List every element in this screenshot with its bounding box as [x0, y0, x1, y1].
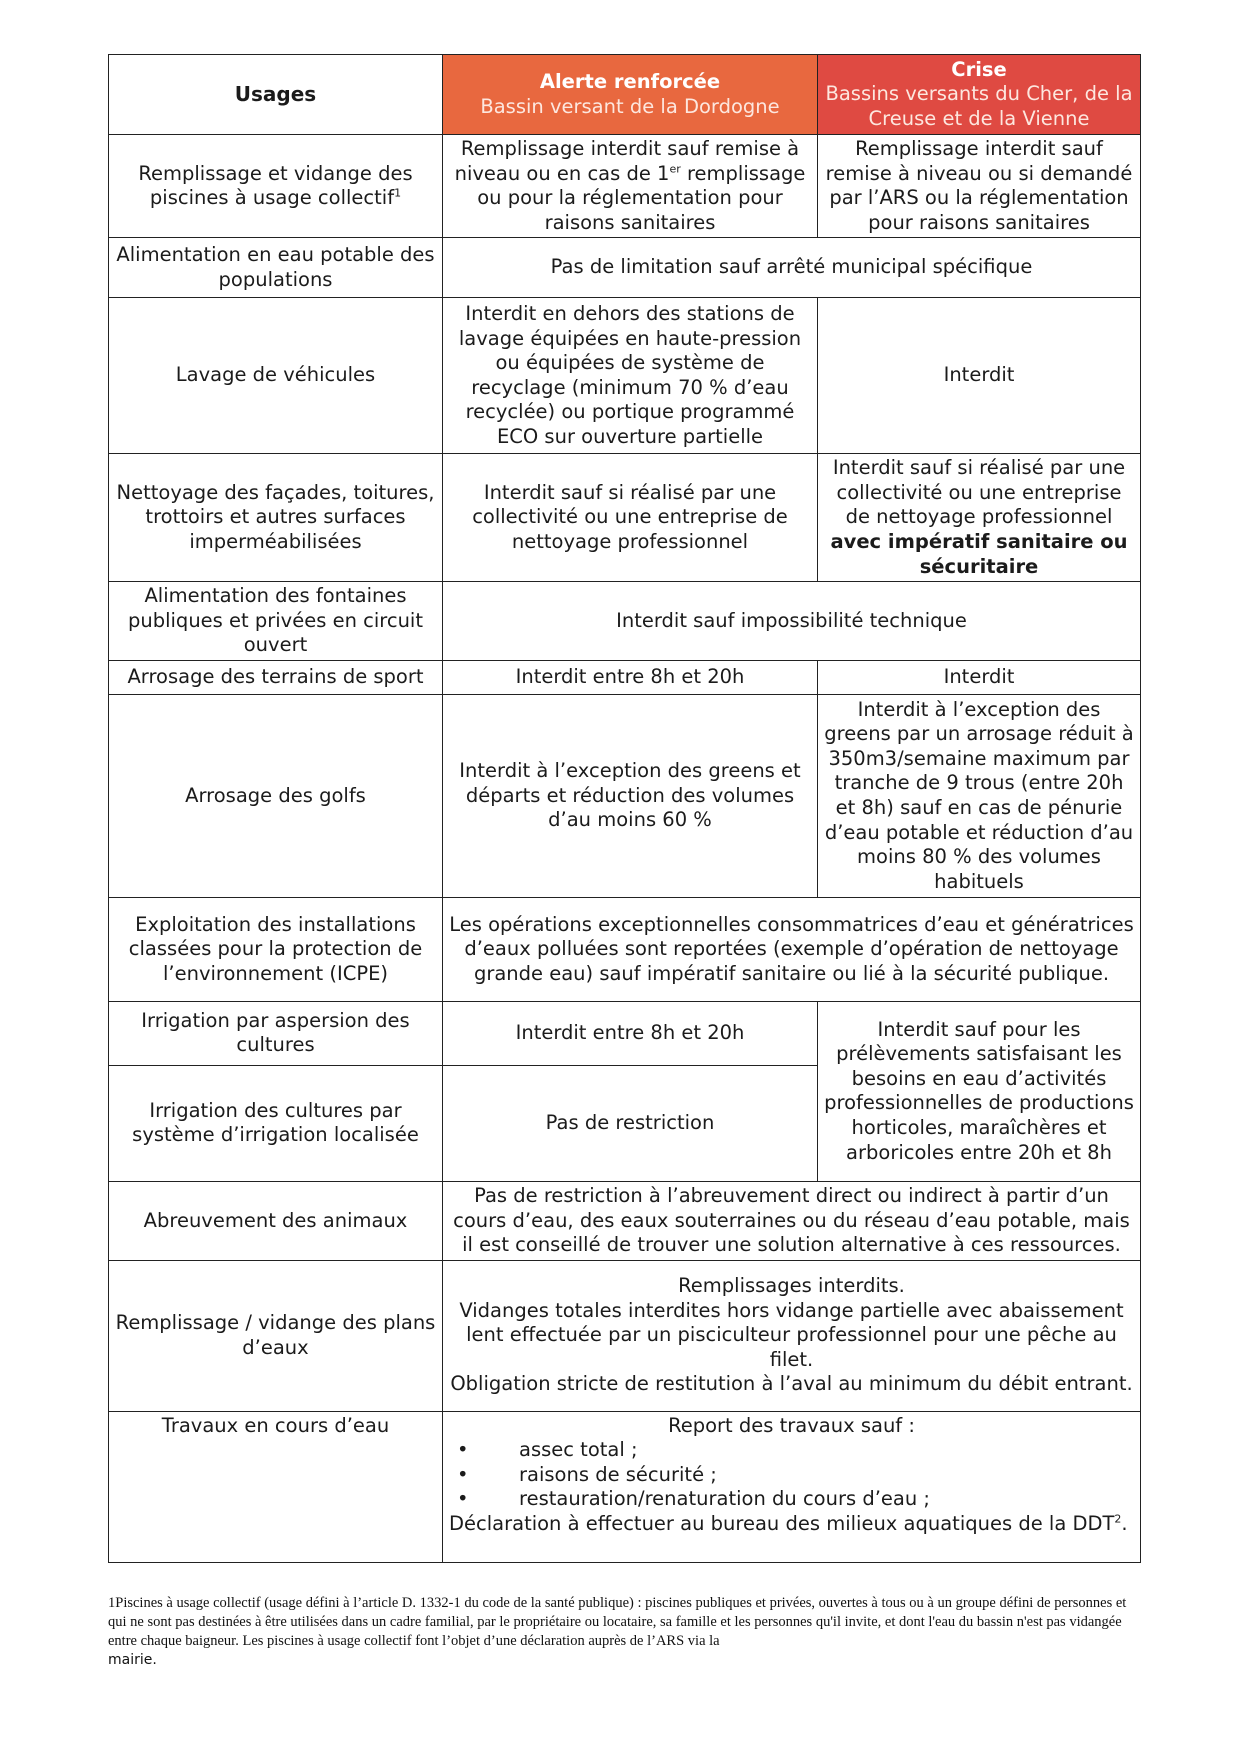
table-row [109, 1260, 1141, 1411]
crise-cell: Interdit sauf pour les prélèvements satisfaisant les besoins en eau d’activités professionnelles de productions horticoles, maraîchères et arboricoles entre 20h et 8h [818, 1001, 1141, 1181]
table-row [109, 1181, 1141, 1260]
table-row [109, 582, 1141, 661]
footnote-text: 1Piscines à usage collectif (usage défini à l’article D. 1332-1 du code de la santé publique) : piscines publiques et privées, ouvertes à tous ou à un groupe défini de personnes et qui ne sont pas destinées à être utilisées dans un cadre familial, par le propriétaire ou locataire, sa famille et les personnes qu'il invite, et dont l'eau du bassin n'est pas vidangée entre chaque baigneur. Les piscines à usage collectif font l’objet d’une déclaration auprès de l’ARS via la [108, 1595, 1127, 1650]
usage-cell: Alimentation des fontaines publiques et privées en circuit ouvert [109, 582, 443, 661]
bullet-icon: • [457, 1487, 469, 1511]
usage-cell: Alimentation en eau potable des populations [109, 238, 443, 298]
table-row [109, 1411, 1141, 1562]
travaux-declaration: Déclaration à effectuer au bureau des milieux aquatiques de la DDT$^2$. [449, 1511, 1128, 1535]
table-row [109, 897, 1141, 1001]
merged-cell: Pas de limitation sauf arrêté municipal spécifique [443, 238, 1141, 298]
alerte-cell: Interdit entre 8h et 20h [443, 660, 818, 694]
usage-cell: Remplissage / vidange des plans d’eaux [109, 1260, 443, 1411]
bullet-icon: • [457, 1438, 469, 1462]
alerte-cell: Interdit à l’exception des greens et départs et réduction des volumes d’au moins 60 % [443, 694, 818, 897]
table-row [109, 135, 1141, 238]
alerte-cell: Interdit entre 8h et 20h [443, 1001, 818, 1065]
alerte-title: Alerte renforcée [539, 69, 721, 93]
travaux-intro: Report des travaux sauf : [668, 1413, 915, 1437]
usage-cell: Arrosage des golfs [109, 694, 443, 897]
usage-cell: Nettoyage des façades, toitures, trottoirs et autres surfaces imperméabilisées [109, 454, 443, 582]
header-crise [818, 55, 1141, 135]
alerte-cell: Pas de restriction [443, 1065, 818, 1181]
table-row [109, 1001, 1141, 1065]
table-row [109, 660, 1141, 694]
table-row [109, 454, 1141, 582]
plans-eau-line: Vidanges totales interdites hors vidange partielle avec abaissement lent effectuée par un pisciculteur professionnel pour une pêche au filet. [459, 1298, 1124, 1371]
usage-cell: Travaux en cours d’eau [109, 1411, 443, 1562]
crise-cell: Interdit [818, 660, 1141, 694]
restrictions-table [108, 54, 1141, 1563]
merged-cell: Pas de restriction à l’abreuvement direct ou indirect à partir d’un cours d’eau, des eaux souterraines ou du réseau d’eau potable, mais il est conseillé de trouver une solution alternative à ces ressources. [443, 1181, 1141, 1260]
list-item: • restauration/renaturation du cours d’eau ; [457, 1487, 930, 1511]
list-item: • raisons de sécurité ; [457, 1462, 717, 1486]
crise-subtitle: Bassins versants du Cher, de la Creuse et de la Vienne [825, 82, 1133, 130]
usage-cell: Irrigation par aspersion des cultures [109, 1001, 443, 1065]
header-alerte-renforcee [443, 55, 818, 135]
usage-cell: Irrigation des cultures par système d’irrigation localisée [109, 1065, 443, 1181]
merged-cell [443, 1260, 1141, 1411]
footnote-tail: mairie. [108, 1652, 157, 1669]
crise-cell: Interdit sauf si réalisé par une collectivité ou une entreprise de nettoyage professionnel avec impératif sanitaire ou sécuritaire [818, 454, 1141, 582]
crise-cell: Interdit [818, 298, 1141, 454]
table-row [109, 238, 1141, 298]
travaux-list [449, 1438, 1134, 1512]
plans-eau-line: Obligation stricte de restitution à l’aval au minimum du débit entrant. [450, 1372, 1133, 1396]
plans-eau-line: Remplissages interdits. [678, 1274, 905, 1298]
alerte-cell: Interdit en dehors des stations de lavage équipées en haute-pression ou équipées de système de recyclage (minimum 70 % d’eau recyclée) ou portique programmé ECO sur ouverture partielle [443, 298, 818, 454]
usage-cell: Remplissage et vidange des piscines à usage collectif$^1$ [109, 135, 443, 238]
usage-cell: Arrosage des terrains de sport [109, 660, 443, 694]
alerte-cell: Remplissage interdit sauf remise à niveau ou en cas de 1er remplissage ou pour la réglementation pour raisons sanitaires [443, 135, 818, 238]
merged-cell: Les opérations exceptionnelles consommatrices d’eau et génératrices d’eaux polluées sont reportées (exemple d’opération de nettoyage grande eau) sauf impératif sanitaire ou lié à la sécurité publique. [443, 897, 1141, 1001]
usage-cell: Abreuvement des animaux [109, 1181, 443, 1260]
alerte-subtitle: Bassin versant de la Dordogne [480, 94, 780, 118]
merged-cell: Interdit sauf impossibilité technique [443, 582, 1141, 661]
crise-cell: Interdit à l’exception des greens par un arrosage réduit à 350m3/semaine maximum par tranche de 9 trous (entre 20h et 8h) sauf en cas de pénurie d’eau potable et réduction d’au moins 80 % des volumes habituels [818, 694, 1141, 897]
crise-cell: Remplissage interdit sauf remise à niveau ou si demandé par l’ARS ou la réglementation pour raisons sanitaires [818, 135, 1141, 238]
header-usages: Usages [109, 55, 443, 135]
crise-title: Crise [951, 57, 1007, 81]
footnote [108, 1594, 1138, 1671]
table-row [109, 694, 1141, 897]
bullet-icon: • [457, 1462, 469, 1486]
merged-cell [443, 1411, 1141, 1562]
usage-cell: Exploitation des installations classées pour la protection de l’environnement (ICPE) [109, 897, 443, 1001]
alerte-cell: Interdit sauf si réalisé par une collectivité ou une entreprise de nettoyage professionnel [443, 454, 818, 582]
list-item: • assec total ; [457, 1438, 638, 1462]
usage-cell: Lavage de véhicules [109, 298, 443, 454]
table-row [109, 298, 1141, 454]
table-header-row [109, 55, 1141, 135]
